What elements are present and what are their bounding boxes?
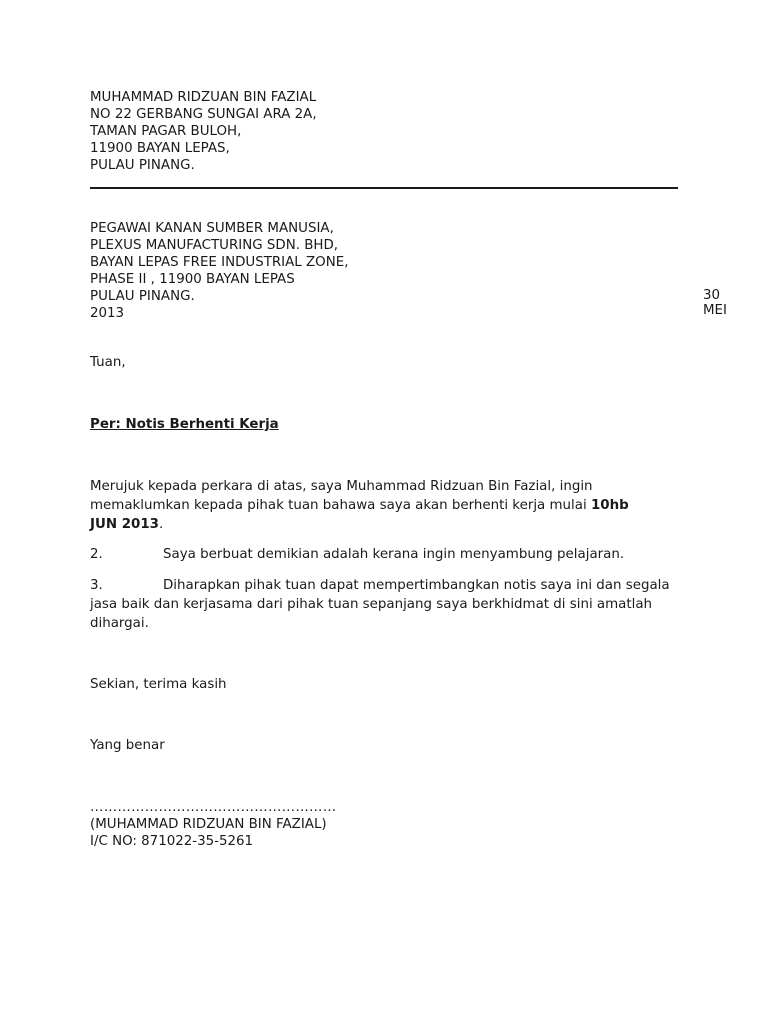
salutation: Tuan, [90, 355, 126, 370]
sender-address-line: 11900 BAYAN LEPAS, [90, 141, 230, 156]
paragraph-line [90, 545, 680, 564]
paragraph-line: jasa baik dan kerjasama dari pihak tuan sepanjang saya berkhidmat di sini amatlah [90, 597, 653, 612]
paragraph-1 [90, 477, 680, 534]
paragraph-line [90, 515, 680, 534]
paragraph-line: Merujuk kepada perkara di atas, saya Muhammad Ridzuan Bin Fazial, ingin [90, 479, 593, 494]
closing-remark: Sekian, terima kasih [90, 677, 227, 692]
sender-address-line: PULAU PINANG. [90, 158, 195, 173]
paragraph-text: Saya berbuat demikian adalah kerana ingin menyambung pelajaran. [163, 547, 625, 562]
recipient-address-line: PHASE II , 11900 BAYAN LEPAS [90, 272, 295, 287]
effective-day: 10hb [590, 498, 629, 513]
paragraph-number: 3. [90, 578, 103, 593]
effective-month-year: JUN 2013 [90, 517, 159, 532]
ic-number: I/C NO: 871022-35-5261 [90, 834, 254, 849]
header-divider [90, 187, 678, 189]
valediction: Yang benar [90, 738, 165, 753]
recipient-address [90, 220, 727, 322]
sender-name: MUHAMMAD RIDZUAN BIN FAZIAL [90, 90, 317, 105]
recipient-address-line: PLEXUS MANUFACTURING SDN. BHD, [90, 238, 339, 253]
letter-date: 30 MEI [703, 288, 727, 318]
recipient-title: PEGAWAI KANAN SUMBER MANUSIA, [90, 221, 334, 236]
sender-address [90, 89, 680, 174]
recipient-address-line: BAYAN LEPAS FREE INDUSTRIAL ZONE, [90, 255, 349, 270]
sender-address-line: NO 22 GERBANG SUNGAI ARA 2A, [90, 107, 317, 122]
paragraph-line [90, 576, 680, 595]
signatory-name: (MUHAMMAD RIDZUAN BIN FAZIAL) [90, 817, 327, 832]
paragraph-line [90, 496, 680, 515]
letter-date-year: 2013 [90, 306, 125, 321]
signature-line: ……………………………………………… [90, 800, 337, 815]
signature-block [90, 799, 680, 850]
paragraph-2 [90, 545, 680, 564]
paragraph-line: dihargai. [90, 616, 149, 631]
paragraph-text: Diharapkan pihak tuan dapat mempertimbangkan notis saya ini dan segala [163, 578, 670, 593]
sender-address-line: TAMAN PAGAR BULOH, [90, 124, 242, 139]
recipient-address-line: PULAU PINANG. [90, 289, 195, 304]
paragraph-text: . [159, 517, 164, 532]
paragraph-3 [90, 576, 680, 633]
paragraph-number: 2. [90, 547, 103, 562]
paragraph-text: memaklumkan kepada pihak tuan bahawa saya akan berhenti kerja mulai [90, 498, 591, 513]
subject-line: Per: Notis Berhenti Kerja [90, 417, 279, 432]
